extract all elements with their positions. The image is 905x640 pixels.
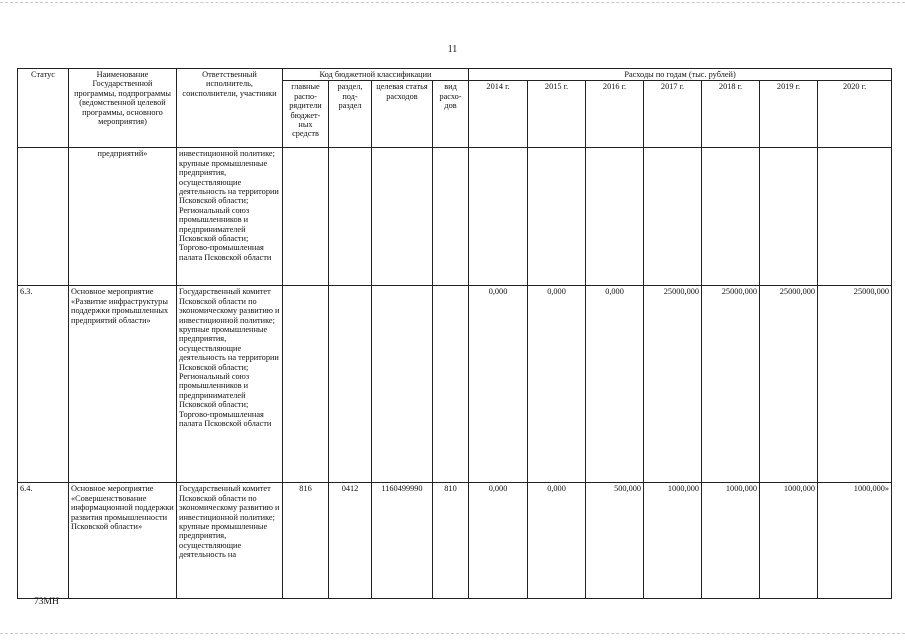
header-year-2020: 2020 г.: [818, 81, 892, 148]
cell-value-2014: 0,000: [469, 483, 528, 599]
header-name: Наименование Государственной программы, подпрограммы (ведомственной целевой программы, основного мероприятия): [69, 69, 177, 148]
header-year-2014: 2014 г.: [469, 81, 528, 148]
header-year-2018: 2018 г.: [702, 81, 760, 148]
header-year-2019: 2019 г.: [760, 81, 818, 148]
header-year-2015: 2015 г.: [528, 81, 586, 148]
cell-status: 6.4.: [18, 483, 69, 599]
cell-value-2014: [469, 148, 528, 286]
cell-code-target: [372, 148, 433, 286]
header-code-grbs: главные распо- рядители бюджет- ных средств: [283, 81, 329, 148]
cell-value-2019: [760, 148, 818, 286]
cell-name: Основное мероприятие «Развитие инфраструктуры поддержки промышленных предприятий области»: [69, 286, 177, 483]
cell-value-2018: [702, 148, 760, 286]
scan-edge-top: [0, 2, 905, 3]
header-code-section: раздел, под- раздел: [329, 81, 372, 148]
cell-value-2019: 1000,000: [760, 483, 818, 599]
header-executor: Ответственный исполнитель, соисполнители, участники: [177, 69, 283, 148]
cell-value-2020: [818, 148, 892, 286]
budget-table: [17, 68, 892, 599]
cell-value-2016: [586, 148, 644, 286]
header-code-type: вид расхо- дов: [433, 81, 469, 148]
cell-value-2019: 25000,000: [760, 286, 818, 483]
cell-status: [18, 148, 69, 286]
cell-code-type: 810: [433, 483, 469, 599]
table-row: [18, 286, 892, 483]
cell-value-2020: 25000,000: [818, 286, 892, 483]
cell-value-2018: 25000,000: [702, 286, 760, 483]
header-budget-code-group: Код бюджетной классификации: [283, 69, 469, 81]
cell-code-type: [433, 286, 469, 483]
table-row: [18, 483, 892, 599]
cell-executor: Государственный комитет Псковской области по экономическому развитию и инвестиционной политике; крупные промышленные предприятия, осуществляющие деятельность на территории Псковской области; Региональный союз промышленников и предпринимателей Псковской области; Торгово-промышленная палата Псковской области: [177, 286, 283, 483]
cell-value-2017: [644, 148, 702, 286]
header-expenses-group: Расходы по годам (тыс. рублей): [469, 69, 892, 81]
table-row: [18, 148, 892, 286]
cell-code-section: [329, 286, 372, 483]
cell-name: Основное мероприятие «Совершенствование информационной поддержки развития промышленности Псковской области»: [69, 483, 177, 599]
cell-code-grbs: [283, 148, 329, 286]
header-year-2016: 2016 г.: [586, 81, 644, 148]
header-status: Статус: [18, 69, 69, 148]
cell-value-2020: 1000,000»: [818, 483, 892, 599]
cell-value-2018: 1000,000: [702, 483, 760, 599]
cell-value-2015: 0,000: [528, 286, 586, 483]
cell-code-grbs: [283, 286, 329, 483]
cell-code-grbs: 816: [283, 483, 329, 599]
cell-executor: инвестиционной политике; крупные промышленные предприятия, осуществляющие деятельность на территории Псковской области; Региональный союз промышленников и предпринимателей Псковской области; Торгово-промышленная палата Псковской области: [177, 148, 283, 286]
cell-value-2016: 0,000: [586, 286, 644, 483]
cell-value-2015: [528, 148, 586, 286]
cell-code-target: [372, 286, 433, 483]
cell-value-2016: 500,000: [586, 483, 644, 599]
page-number: 11: [447, 44, 458, 55]
cell-value-2015: 0,000: [528, 483, 586, 599]
cell-code-section: 0412: [329, 483, 372, 599]
cell-code-target: 1160499990: [372, 483, 433, 599]
cell-code-type: [433, 148, 469, 286]
document-code: 73МН: [34, 597, 59, 607]
header-row-top: [18, 69, 892, 81]
scan-edge-bottom: [0, 633, 905, 634]
cell-value-2014: 0,000: [469, 286, 528, 483]
cell-code-section: [329, 148, 372, 286]
header-code-target: целевая статья расходов: [372, 81, 433, 148]
cell-value-2017: 1000,000: [644, 483, 702, 599]
cell-value-2017: 25000,000: [644, 286, 702, 483]
cell-status: 6.3.: [18, 286, 69, 483]
header-year-2017: 2017 г.: [644, 81, 702, 148]
cell-name: предприятий»: [69, 148, 177, 286]
cell-executor: Государственный комитет Псковской области по экономическому развитию и инвестиционной политике; крупные промышленные предприятия, осуществляющие деятельность на: [177, 483, 283, 599]
